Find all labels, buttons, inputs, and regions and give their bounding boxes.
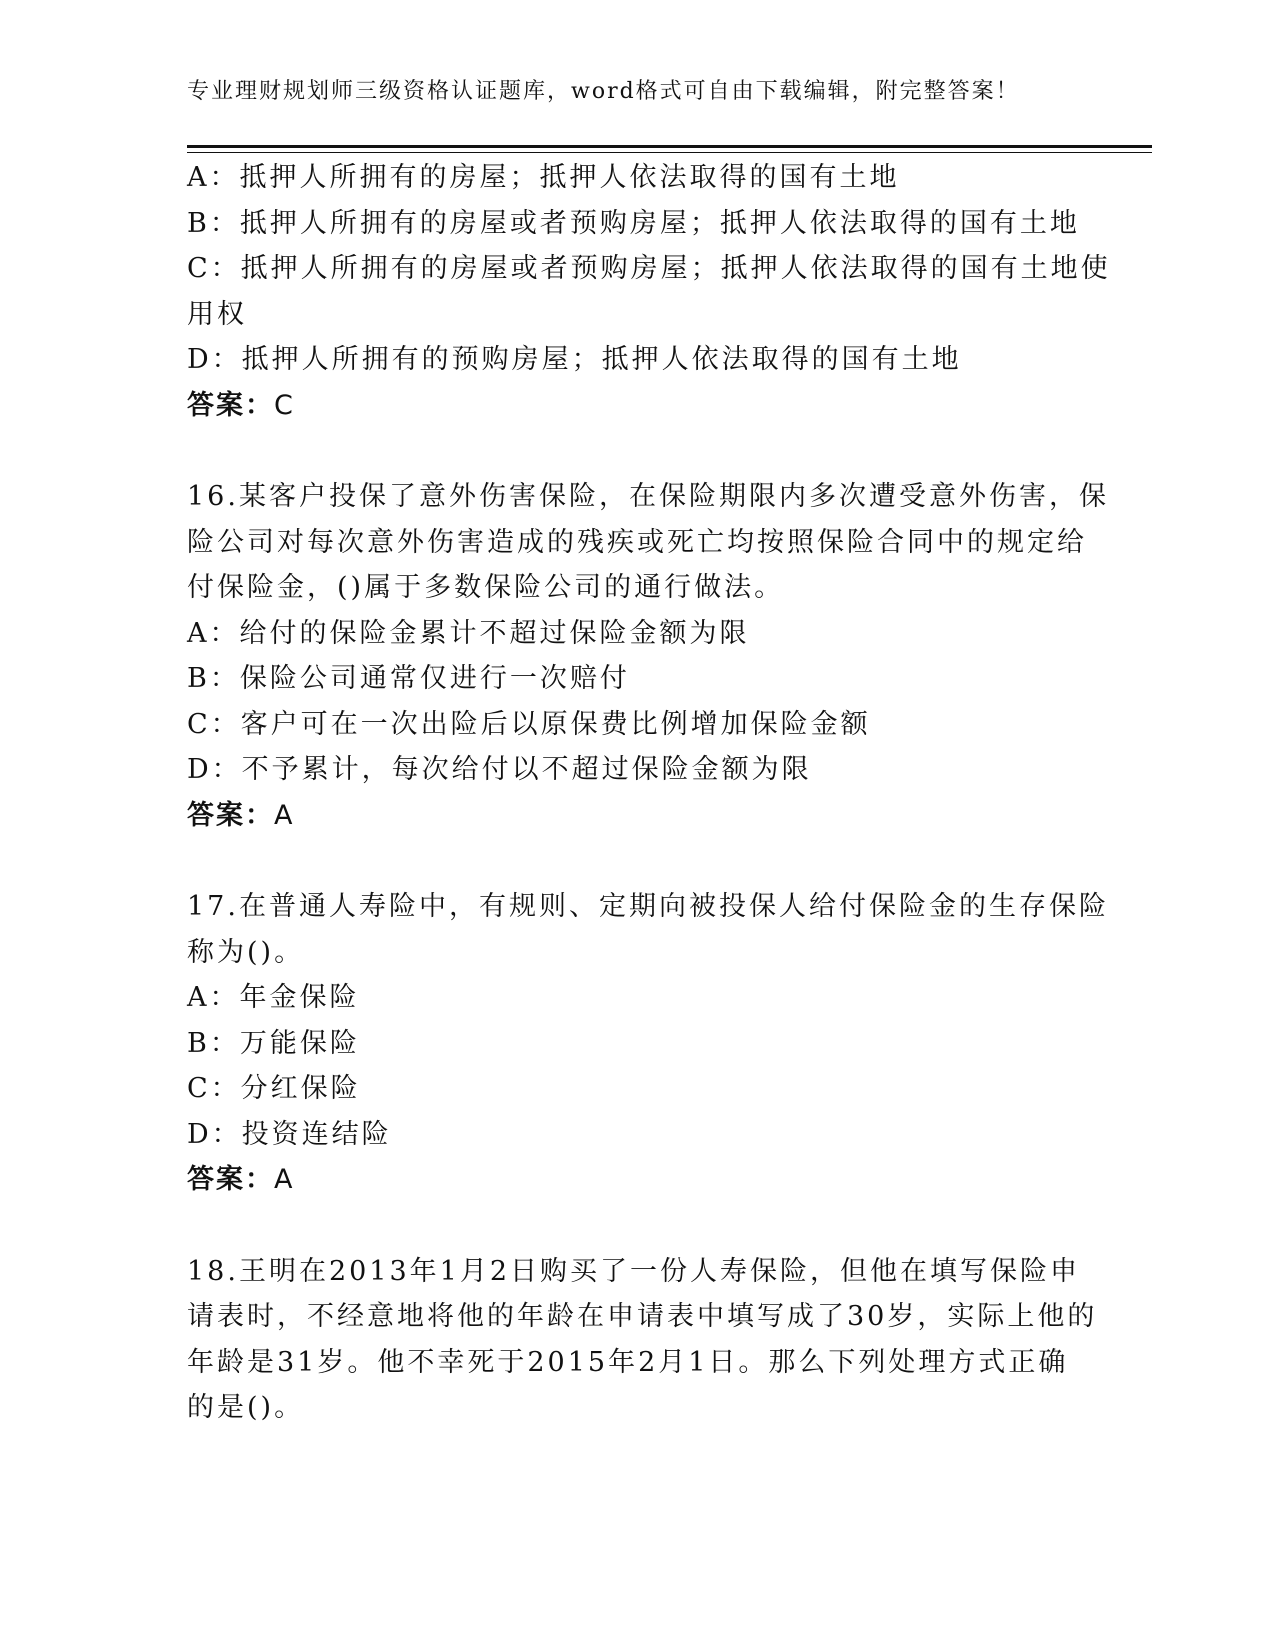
answer-label: 答案： (187, 389, 274, 421)
question-16 (187, 474, 1109, 838)
question-stem: 16.某客户投保了意外伤害保险，在保险期限内多次遭受意外伤害，保 (187, 481, 1109, 512)
answer-value: C (274, 389, 295, 421)
header-rule-thick (187, 145, 1152, 148)
option-d: D：投资连结险 (187, 1118, 392, 1150)
option-a: A：给付的保险金累计不超过保险金额为限 (187, 617, 750, 649)
option-c: C：客户可在一次出险后以原保费比例增加保险金额 (187, 708, 871, 740)
answer-line (187, 1157, 1087, 1203)
answer-value: A (274, 799, 295, 831)
option-a: A：抵押人所拥有的房屋；抵押人依法取得的国有土地 (187, 162, 900, 193)
option-b: B：万能保险 (187, 1027, 360, 1059)
question-stem: 年龄是31岁。他不幸死于2015年2月1日。那么下列处理方式正确 (187, 1346, 1069, 1378)
question-stem: 险公司对每次意外伤害造成的残疾或死亡均按照保险合同中的规定给 (187, 526, 1087, 558)
option-c: C：抵押人所拥有的房屋或者预购房屋；抵押人依法取得的国有土地使 (187, 253, 1111, 284)
question-15-remainder (187, 155, 1111, 428)
question-18 (187, 1249, 1098, 1431)
answer-value: A (274, 1164, 295, 1195)
option-d: D：抵押人所拥有的预购房屋；抵押人依法取得的国有土地 (187, 344, 962, 375)
question-stem: 称为()。 (187, 936, 305, 968)
question-17 (187, 884, 1109, 1203)
option-c: C：分红保险 (187, 1073, 361, 1104)
question-stem: 的是()。 (187, 1392, 305, 1423)
header-rule-thin (187, 152, 1152, 153)
answer-label: 答案： (187, 799, 274, 831)
question-stem: 17.在普通人寿险中，有规则、定期向被投保人给付保险金的生存保险 (187, 891, 1109, 922)
answer-label: 答案： (187, 1164, 274, 1195)
option-d: D：不予累计，每次给付以不超过保险金额为限 (187, 754, 812, 785)
option-a: A：年金保险 (187, 982, 360, 1013)
answer-line (187, 383, 1087, 429)
page-header: 专业理财规划师三级资格认证题库，word格式可自由下载编辑，附完整答案！ (187, 79, 1020, 104)
document-body (187, 155, 1111, 1431)
question-stem: 付保险金，()属于多数保险公司的通行做法。 (187, 572, 785, 603)
question-stem: 18.王明在2013年1月2日购买了一份人寿保险，但他在填写保险申 (187, 1255, 1081, 1287)
option-c-continued: 用权 (187, 298, 247, 330)
answer-line (187, 793, 1087, 839)
option-b: B：抵押人所拥有的房屋或者预购房屋；抵押人依法取得的国有土地 (187, 207, 1080, 239)
question-stem: 请表时，不经意地将他的年龄在申请表中填写成了30岁，实际上他的 (187, 1301, 1098, 1332)
option-b: B：保险公司通常仅进行一次赔付 (187, 663, 630, 694)
